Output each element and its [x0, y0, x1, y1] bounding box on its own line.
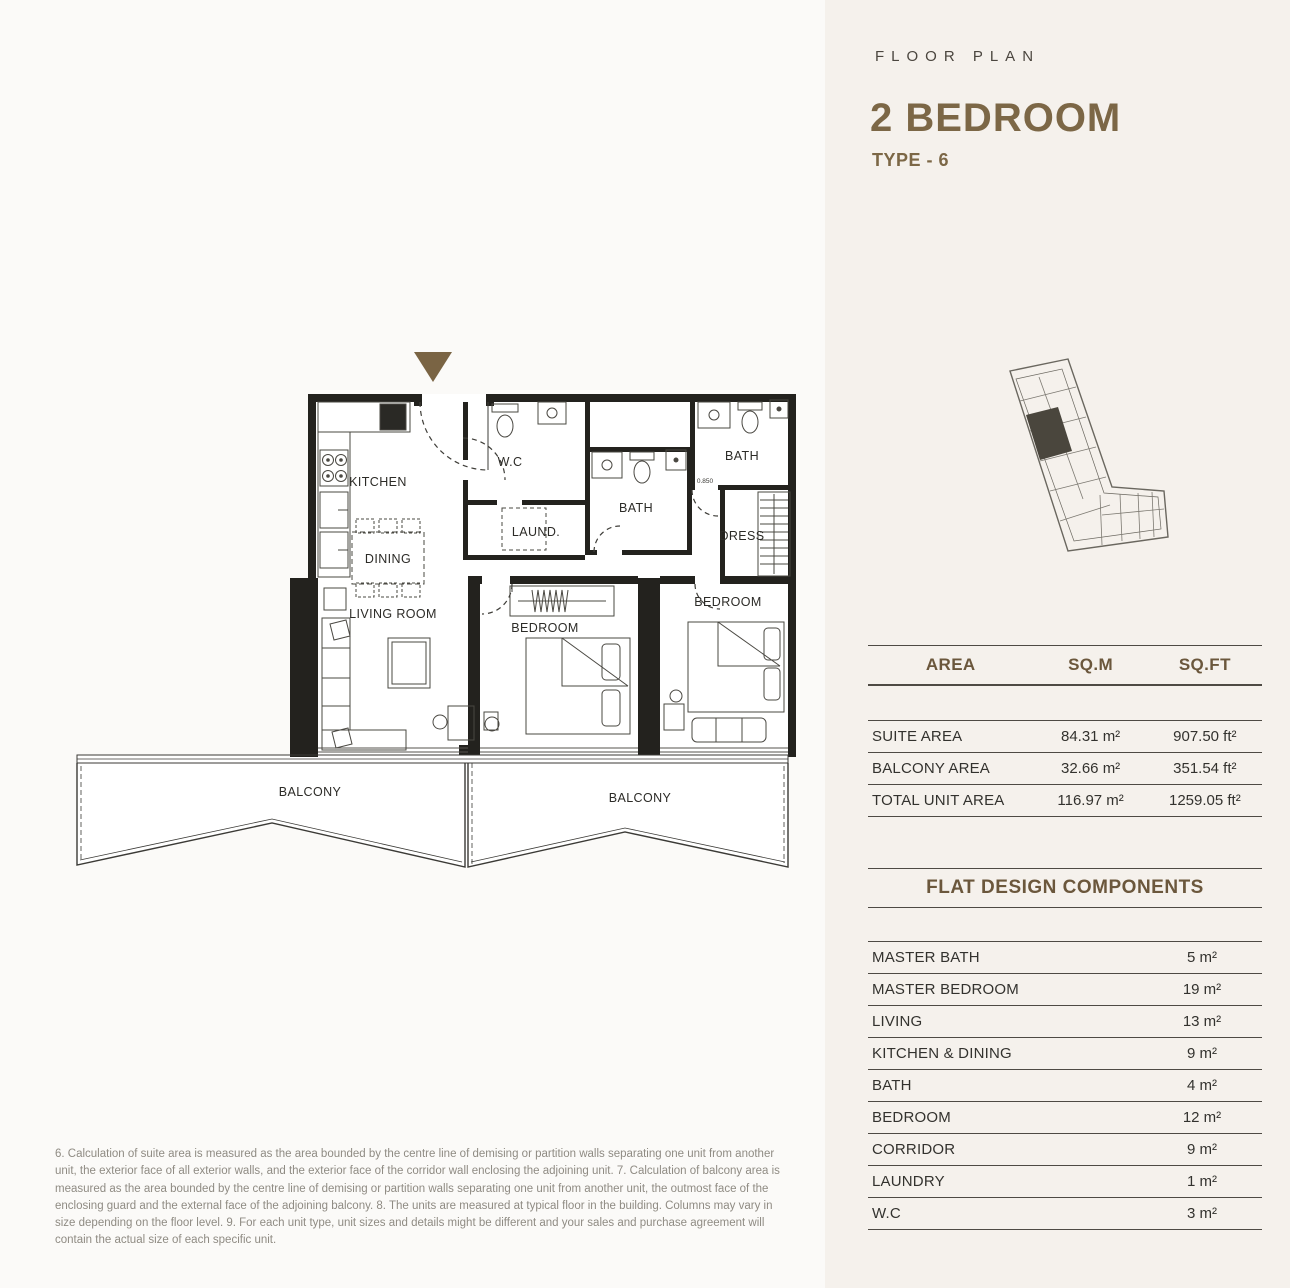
- row-sqm: 84.31 m²: [1060, 728, 1121, 745]
- sqm-col-header: SQ.M: [1068, 655, 1114, 674]
- table-row: [868, 1166, 1262, 1198]
- row-value: 9 m²: [1187, 1141, 1217, 1158]
- bedroom-master-label: BEDROOM: [694, 595, 762, 609]
- bath-middle-label: BATH: [618, 501, 654, 515]
- floor-plan-drawing: [40, 340, 840, 880]
- legal-disclaimer: 6. Calculation of suite area is measured as the area bounded by the centre line of demising or partition walls separating one unit from another unit, the exterior face of all exterior walls, and the exterior face of the corridor wall enclosing the adjoining unit. 7. Calculation of balcony area is measured as the area bounded by the centre line of demising or partition walls separating one unit from another unit, the outmost face of the enclosing guard and the external face of the adjoining balcony. 8. The units are measured at typical floor in the building. Columns may vary in size depending on the floor level. 9. For each unit type, unit sizes and details might be different and your sales and purchase agreement will contain the actual size of each specific unit.: [55, 1148, 780, 1247]
- row-sqft: 1259.05 ft²: [1168, 792, 1241, 809]
- row-value: 5 m²: [1187, 949, 1217, 966]
- row-value: 3 m²: [1187, 1205, 1217, 1222]
- bedroom-middle-label: BEDROOM: [511, 621, 579, 635]
- area-table: [868, 645, 1262, 817]
- row-sqm: 32.66 m²: [1060, 760, 1121, 777]
- dress-label: DRESS: [719, 529, 765, 543]
- table-row: [868, 1006, 1262, 1038]
- door-dimension-label: 0.850: [696, 478, 714, 485]
- row-value: 1 m²: [1187, 1173, 1217, 1190]
- table-row: [868, 1102, 1262, 1134]
- row-label: BATH: [872, 1077, 912, 1094]
- row-label: W.C: [872, 1205, 901, 1222]
- bath-master-label: BATH: [724, 449, 760, 463]
- table-row: [868, 1038, 1262, 1070]
- key-plan-divisions: [1020, 377, 1164, 545]
- row-label: MASTER BATH: [872, 949, 980, 966]
- balcony-left-label: BALCONY: [278, 785, 342, 799]
- dining-label: DINING: [364, 552, 412, 566]
- table-row: [868, 1198, 1262, 1230]
- row-label: BEDROOM: [872, 1109, 951, 1126]
- page-subtitle: TYPE - 6: [872, 150, 950, 170]
- row-value: 12 m²: [1182, 1109, 1222, 1126]
- building-key-plan: [950, 355, 1170, 570]
- key-plan-outline: [1010, 359, 1168, 551]
- table-row: [868, 942, 1262, 974]
- row-label: KITCHEN & DINING: [872, 1045, 1012, 1062]
- row-value: 13 m²: [1182, 1013, 1222, 1030]
- kitchen-label: KITCHEN: [349, 475, 407, 489]
- row-value: 9 m²: [1187, 1045, 1217, 1062]
- components-table: [868, 868, 1262, 1230]
- row-label: BALCONY AREA: [872, 760, 991, 777]
- sqft-col-header: SQ.FT: [1178, 655, 1231, 674]
- row-value: 19 m²: [1182, 981, 1222, 998]
- row-label: MASTER BEDROOM: [872, 981, 1019, 998]
- area-col-header: AREA: [925, 655, 976, 674]
- row-label: SUITE AREA: [872, 728, 963, 745]
- page-title: 2 BEDROOM: [870, 96, 1122, 140]
- row-label: LAUNDRY: [872, 1173, 945, 1190]
- components-table-title: FLAT DESIGN COMPONENTS: [868, 868, 1262, 908]
- table-row: [868, 1134, 1262, 1166]
- page-eyebrow: FLOOR PLAN: [875, 48, 1041, 65]
- row-label: LIVING: [872, 1013, 923, 1030]
- table-row: [868, 753, 1262, 785]
- area-table-header: [868, 645, 1262, 686]
- table-row: [868, 974, 1262, 1006]
- entry-arrow-icon: [414, 352, 452, 382]
- laundry-label: LAUND.: [511, 525, 561, 539]
- table-row: [868, 785, 1262, 817]
- living-room-label: LIVING ROOM: [349, 607, 437, 621]
- row-sqm: 116.97 m²: [1057, 792, 1124, 809]
- row-sqft: 907.50 ft²: [1173, 728, 1237, 745]
- row-sqft: 351.54 ft²: [1173, 760, 1237, 777]
- balcony-floor: [77, 755, 788, 867]
- balcony-right-label: BALCONY: [608, 791, 672, 805]
- table-row: [868, 721, 1262, 753]
- row-label: TOTAL UNIT AREA: [872, 792, 1005, 809]
- row-label: CORRIDOR: [872, 1141, 956, 1158]
- row-value: 4 m²: [1187, 1077, 1217, 1094]
- wc-label: W.C: [497, 455, 523, 469]
- highlighted-unit-marker: [1026, 407, 1072, 460]
- table-row: [868, 1070, 1262, 1102]
